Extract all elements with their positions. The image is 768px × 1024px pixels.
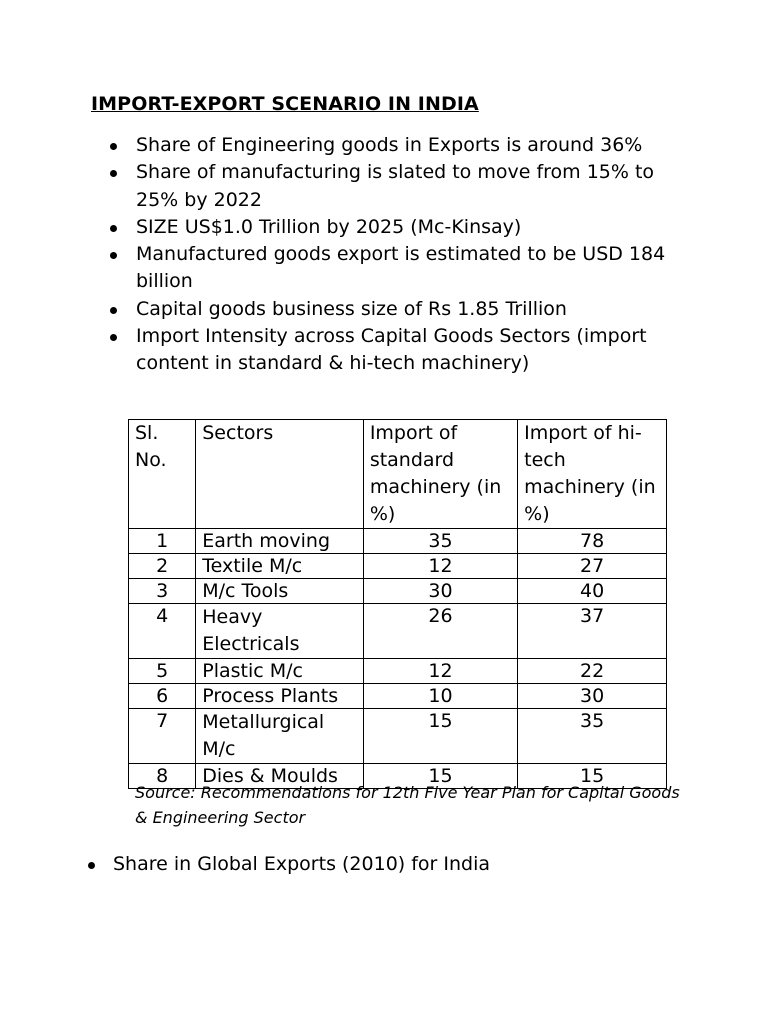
cell-sector: Heavy Electricals — [196, 604, 364, 659]
cell-hitech: 35 — [518, 709, 667, 764]
bullet-text: Share in Global Exports (2010) for India — [113, 853, 491, 875]
bullet-icon — [110, 170, 117, 177]
bullet-icon — [110, 334, 117, 341]
table-row — [129, 684, 667, 709]
list-item — [110, 159, 680, 214]
cell-sl: 4 — [129, 604, 196, 659]
bullet-text: SIZE US$1.0 Trillion by 2025 (Mc-Kinsay) — [136, 215, 522, 238]
bullet-text: Import Intensity across Capital Goods Sectors (import content in standard & hi-tech machinery) — [136, 325, 647, 375]
table-row — [129, 604, 667, 659]
cell-sector: Dies & Moulds — [196, 764, 364, 789]
cell-standard: 10 — [363, 684, 517, 709]
cell-standard: 35 — [363, 529, 517, 554]
cell-sl: 6 — [129, 684, 196, 709]
cell-sector: Plastic M/c — [196, 659, 364, 684]
bullet-list-secondary — [88, 851, 490, 878]
list-item — [110, 323, 680, 378]
cell-sector: Earth moving — [196, 529, 364, 554]
cell-sector: Metallurgical M/c — [196, 709, 364, 764]
bullet-icon — [110, 307, 117, 314]
header-import-standard: Import of standard machinery (in %) — [363, 420, 517, 529]
cell-standard: 12 — [363, 554, 517, 579]
list-item — [110, 241, 680, 296]
table-source-note: Source: Recommendations for 12th Five Year Plan for Capital Goods & Engineering Sector — [135, 783, 680, 827]
header-import-hitech: Import of hi-tech machinery (in %) — [518, 420, 667, 529]
cell-hitech: 78 — [518, 529, 667, 554]
table-row — [129, 709, 667, 764]
table-row — [129, 659, 667, 684]
list-item — [110, 296, 680, 323]
cell-hitech: 40 — [518, 579, 667, 604]
cell-sector: Process Plants — [196, 684, 364, 709]
cell-sl: 1 — [129, 529, 196, 554]
bullet-text: Share of Engineering goods in Exports is around 36% — [136, 134, 643, 156]
cell-hitech: 22 — [518, 659, 667, 684]
bullet-text: Manufactured goods export is estimated to be USD 184 billion — [136, 243, 666, 293]
import-intensity-table — [128, 419, 667, 789]
cell-hitech: 30 — [518, 684, 667, 709]
page-title: IMPORT-EXPORT SCENARIO IN INDIA — [91, 93, 479, 115]
list-item — [110, 132, 680, 159]
cell-sector: M/c Tools — [196, 579, 364, 604]
cell-sector: Textile M/c — [196, 554, 364, 579]
cell-hitech: 15 — [518, 764, 667, 789]
bullet-text: Capital goods business size of Rs 1.85 Trillion — [136, 297, 567, 320]
bullet-icon — [110, 252, 117, 259]
table-row — [129, 529, 667, 554]
cell-sl: 8 — [129, 764, 196, 789]
cell-sl: 2 — [129, 554, 196, 579]
table-row — [129, 579, 667, 604]
header-sectors: Sectors — [196, 420, 364, 529]
table-row — [129, 554, 667, 579]
cell-sl: 3 — [129, 579, 196, 604]
cell-standard: 12 — [363, 659, 517, 684]
list-item — [110, 214, 680, 241]
bullet-text: Share of manufacturing is slated to move from 15% to 25% by 2022 — [136, 161, 655, 211]
cell-standard: 30 — [363, 579, 517, 604]
cell-hitech: 27 — [518, 554, 667, 579]
bullet-icon — [110, 225, 117, 232]
cell-standard: 26 — [363, 604, 517, 659]
bullet-icon — [88, 862, 95, 869]
list-item — [88, 851, 490, 878]
cell-sl: 7 — [129, 709, 196, 764]
cell-standard: 15 — [363, 764, 517, 789]
cell-standard: 15 — [363, 709, 517, 764]
cell-hitech: 37 — [518, 604, 667, 659]
header-sl-no: Sl. No. — [129, 420, 196, 529]
cell-sl: 5 — [129, 659, 196, 684]
bullet-icon — [110, 143, 117, 150]
bullet-list — [110, 132, 680, 378]
table-header-row — [129, 420, 667, 529]
